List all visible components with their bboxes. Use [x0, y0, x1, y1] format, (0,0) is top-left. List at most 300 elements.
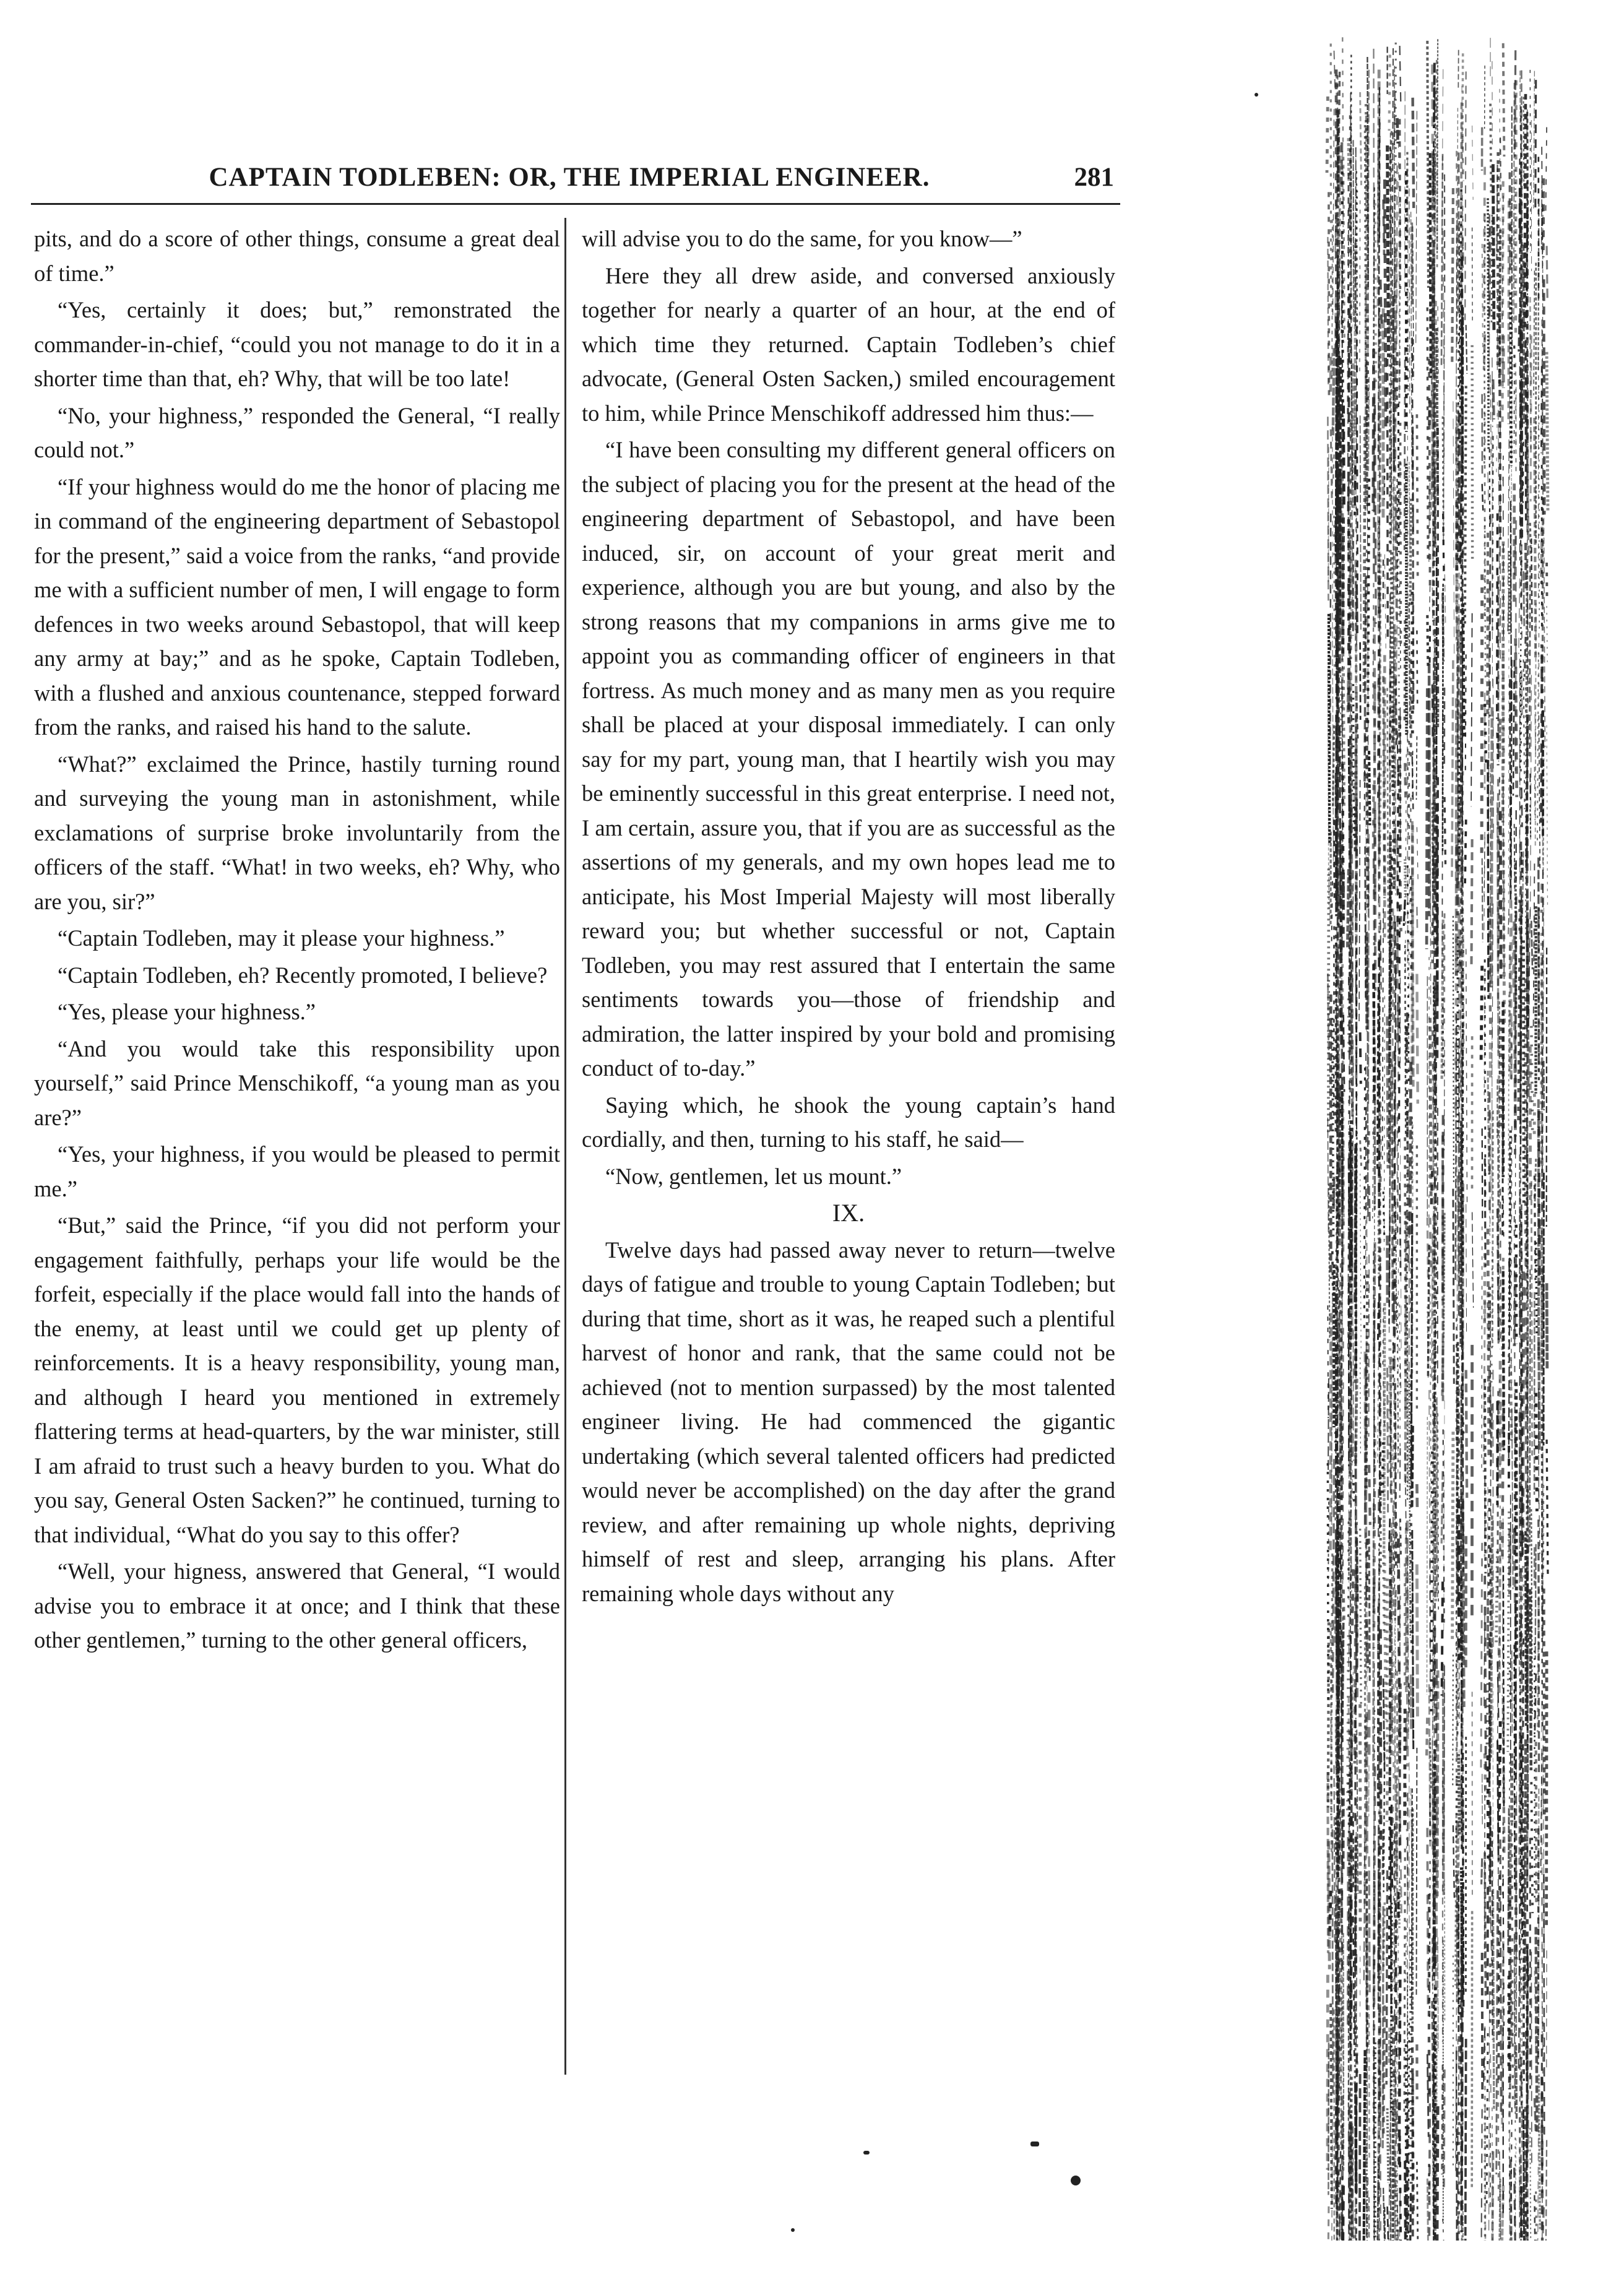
edge-stroke: [1500, 1189, 1501, 1343]
edge-stroke: [1516, 2045, 1517, 2119]
edge-stroke: [1397, 1103, 1398, 1247]
edge-stroke: [1383, 1679, 1384, 1773]
edge-stroke: [1482, 1128, 1483, 1221]
edge-stroke: [1360, 1357, 1361, 1455]
edge-stroke: [1524, 637, 1526, 677]
edge-stroke: [1400, 1364, 1401, 1392]
edge-stroke: [1405, 945, 1406, 1135]
edge-stroke: [1444, 2070, 1445, 2190]
edge-stroke: [1390, 770, 1391, 852]
edge-stroke: [1485, 1576, 1486, 1771]
edge-stroke: [1410, 2193, 1411, 2241]
scan-speck: [1071, 2176, 1081, 2185]
edge-stroke: [1373, 1503, 1374, 1776]
edge-stroke: [1436, 803, 1437, 1004]
edge-stroke: [1482, 484, 1484, 511]
edge-stroke: [1530, 1589, 1531, 1771]
edge-stroke: [1488, 1071, 1489, 1175]
edge-stroke: [1510, 1142, 1511, 1224]
edge-stroke: [1536, 1242, 1537, 1334]
edge-stroke: [1407, 160, 1408, 391]
edge-stroke: [1330, 514, 1331, 766]
edge-stroke: [1508, 995, 1509, 1198]
edge-stroke: [1350, 1135, 1351, 1266]
page-number: 281: [1074, 163, 1114, 192]
paragraph: “Yes, please your highness.”: [58, 999, 316, 1024]
edge-stroke: [1328, 974, 1329, 1060]
edge-stroke: [1393, 1923, 1394, 1989]
edge-stroke: [1356, 2054, 1357, 2177]
edge-stroke: [1366, 1913, 1367, 2077]
edge-stroke: [1328, 868, 1329, 1135]
edge-stroke: [1409, 868, 1410, 904]
edge-stroke: [1400, 1519, 1401, 1556]
edge-stroke: [1547, 352, 1548, 512]
edge-stroke: [1393, 1279, 1394, 1334]
paragraph: Here they all drew aside, and conversed anxiously together for nearly a quarter of an hour, at the end of which time they returned. Captain Todleben’s chief advocate, (General Osten Sacken,) smiled encouragement to him, while Prince Menschikoff addressed him thus:—: [582, 262, 1115, 426]
edge-stroke: [1523, 1271, 1524, 1542]
edge-stroke: [1531, 1782, 1532, 1913]
edge-stroke: [1411, 1675, 1412, 1731]
edge-stroke: [1332, 426, 1333, 608]
page-header: [164, 162, 1120, 202]
edge-stroke: [1457, 1136, 1458, 1333]
edge-stroke: [1389, 54, 1390, 131]
edge-stroke: [1514, 824, 1515, 889]
edge-stroke: [1379, 1669, 1380, 1702]
edge-stroke: [1394, 92, 1395, 145]
edge-stroke: [1484, 972, 1485, 1097]
edge-stroke: [1409, 1380, 1410, 1638]
edge-stroke: [1339, 1290, 1341, 1466]
edge-stroke: [1466, 1370, 1467, 1498]
edge-stroke: [1432, 803, 1433, 892]
edge-stroke: [1441, 1471, 1443, 1544]
paragraph: “Captain Todleben, eh? Recently promoted, I believe?: [58, 962, 548, 988]
edge-stroke: [1406, 754, 1407, 975]
left-column: [34, 222, 560, 1660]
edge-stroke: [1378, 1349, 1379, 1465]
edge-stroke: [1482, 244, 1483, 354]
edge-stroke: [1327, 97, 1328, 173]
edge-stroke: [1497, 1551, 1498, 1643]
edge-stroke: [1519, 579, 1520, 654]
edge-stroke: [1383, 1555, 1384, 1632]
edge-stroke: [1400, 1305, 1401, 1459]
edge-stroke: [1465, 386, 1466, 625]
edge-stroke: [1519, 1192, 1520, 1400]
paragraph: “But,” said the Prince, “if you did not perform your engagement faithfully, perhaps your life would be the forfeit, especially if the place would fall into the hands of the enemy, at least until we could get up plenty of reinforcements. It is a heavy responsibility, young man, and although I heard you mentioned in extremely flattering terms at head-quarters, by the war minister, still I am afraid to trust such a heavy burden to you. What do you say, General Osten Sacken?” he continued, turning to that individual, “What do you say to this offer?: [34, 1212, 560, 1547]
edge-stroke: [1409, 602, 1410, 728]
edge-stroke: [1354, 1916, 1355, 2057]
edge-stroke: [1334, 51, 1336, 88]
section-numeral: IX.: [832, 1199, 865, 1227]
scan-speck: [791, 2228, 795, 2232]
edge-stroke: [1530, 2128, 1531, 2241]
edge-stroke: [1521, 788, 1522, 828]
edge-stroke: [1405, 763, 1406, 798]
edge-stroke: [1492, 358, 1493, 428]
edge-stroke: [1356, 560, 1357, 697]
edge-stroke: [1351, 983, 1352, 1117]
edge-stroke: [1374, 49, 1375, 313]
edge-stroke: [1489, 1995, 1490, 2231]
edge-stroke: [1400, 584, 1401, 672]
edge-stroke: [1529, 566, 1530, 756]
edge-stroke: [1333, 348, 1334, 436]
paragraph: Saying which, he shook the young captain’s hand cordially, and then, turning to his staff, he said—: [582, 1092, 1115, 1152]
edge-stroke: [1384, 555, 1386, 649]
edge-stroke: [1462, 307, 1463, 486]
edge-stroke: [1412, 1125, 1413, 1374]
edge-stroke: [1352, 697, 1353, 792]
edge-stroke: [1472, 126, 1474, 200]
edge-stroke: [1399, 1882, 1400, 1929]
edge-stroke: [1514, 345, 1515, 374]
edge-stroke: [1341, 142, 1342, 195]
edge-stroke: [1384, 179, 1386, 428]
edge-stroke: [1398, 132, 1399, 392]
edge-stroke: [1405, 620, 1406, 722]
edge-stroke: [1500, 1520, 1501, 1696]
edge-stroke: [1535, 1674, 1536, 1737]
scan-speck: [863, 2151, 870, 2155]
edge-stroke: [1487, 2033, 1488, 2205]
edge-stroke: [1388, 2206, 1389, 2241]
edge-stroke: [1521, 446, 1522, 639]
edge-stroke: [1484, 837, 1485, 933]
edge-stroke: [1404, 347, 1405, 550]
paragraph: “Yes, certainly it does; but,” remonstrated the commander-in-chief, “could you not manage to do it in a shorter time than that, eh? Why, that will be too late!: [34, 297, 560, 391]
paragraph: “And you would take this responsibility upon yourself,” said Prince Menschikoff, “a young man as you are?”: [34, 1035, 560, 1130]
edge-stroke: [1332, 1830, 1333, 2097]
edge-stroke: [1488, 1229, 1489, 1460]
paragraph: “I have been consulting my different general officers on the subject of placing you for the present at the head of the engineering department of Sebastopol, and have been induced, sir, on account of your great merit and experience, although you are but young, and also by the strong reasons that my companions in arms give me to appoint you as commanding officer of engineers in that fortress. As much money and as many men as you require shall be placed at your disposal immediately. I can only say for my part, young man, that I heartily wish you may be eminently successful in this great enterprise. I need not, I am certain, assure you, that if you are as successful as the assertions of my generals, and my own hopes lead me to anticipate, his Most Imperial Majesty will most liberally reward you; but whether successful or not, Captain Todleben, you may rest assured that I entertain the same sentiments towards you—those of friendship and admiration, the latter inspired by your bold and promising conduct of to-day.”: [582, 437, 1115, 1081]
edge-stroke: [1514, 1934, 1515, 2109]
edge-stroke: [1369, 751, 1370, 825]
edge-stroke: [1432, 1938, 1433, 1986]
edge-stroke: [1503, 43, 1505, 157]
edge-stroke: [1349, 293, 1350, 514]
edge-stroke: [1465, 819, 1466, 886]
edge-stroke: [1456, 1014, 1457, 1280]
edge-stroke: [1388, 2108, 1389, 2183]
edge-stroke: [1471, 613, 1472, 807]
edge-stroke: [1515, 50, 1516, 157]
edge-stroke: [1360, 92, 1362, 185]
edge-stroke: [1392, 1805, 1393, 1891]
edge-stroke: [1350, 93, 1351, 353]
edge-stroke: [1430, 738, 1431, 1005]
edge-stroke: [1397, 2193, 1399, 2241]
edge-stroke: [1430, 1286, 1432, 1544]
edge-stroke: [1538, 2124, 1539, 2241]
edge-stroke: [1333, 454, 1334, 483]
edge-stroke: [1536, 1742, 1537, 1906]
edge-stroke: [1531, 1951, 1532, 2167]
edge-stroke: [1411, 1601, 1412, 1660]
edge-stroke: [1352, 2124, 1353, 2241]
edge-stroke: [1490, 1905, 1492, 1961]
edge-stroke: [1534, 863, 1535, 1027]
edge-stroke: [1530, 297, 1531, 449]
running-head: CAPTAIN TODLEBEN: OR, THE IMPERIAL ENGINEER.: [209, 163, 930, 192]
edge-stroke: [1369, 1531, 1370, 1683]
edge-stroke: [1365, 577, 1366, 784]
edge-stroke: [1367, 2177, 1368, 2241]
edge-stroke: [1437, 1670, 1438, 1896]
right-column: [582, 222, 1115, 1613]
edge-stroke: [1512, 1823, 1513, 2104]
edge-stroke: [1400, 2136, 1401, 2241]
edge-stroke: [1527, 1645, 1528, 1830]
edge-stroke: [1347, 869, 1349, 947]
edge-stroke: [1441, 154, 1443, 366]
edge-stroke: [1488, 1489, 1489, 1600]
paragraph: “If your highness would do me the honor of placing me in command of the engineering department of Sebastopol for the present,” said a voice from the ranks, “and provide me with a sufficient number of men, I will engage to form defences in two weeks around Sebastopol, that will keep any army at bay;” and as he spoke, Captain Todleben, with a flushed and anxious countenance, stepped forward from the ranks, and raised his hand to the salute.: [34, 473, 560, 740]
edge-stroke: [1508, 631, 1509, 904]
edge-stroke: [1493, 164, 1494, 332]
edge-stroke: [1503, 1188, 1504, 1237]
edge-stroke: [1431, 1451, 1432, 1718]
edge-stroke: [1384, 1555, 1385, 1720]
edge-stroke: [1472, 1212, 1474, 1308]
edge-stroke: [1472, 345, 1473, 561]
edge-stroke: [1428, 1245, 1429, 1377]
edge-stroke: [1492, 436, 1493, 631]
edge-stroke: [1405, 859, 1406, 897]
edge-stroke: [1328, 2206, 1329, 2241]
edge-stroke: [1430, 1018, 1432, 1198]
column-divider: [564, 218, 566, 2075]
edge-stroke: [1409, 462, 1410, 550]
edge-stroke: [1427, 1828, 1428, 2006]
edge-stroke: [1430, 1218, 1432, 1276]
edge-stroke: [1534, 2195, 1535, 2241]
edge-stroke: [1400, 1817, 1401, 1913]
edge-stroke: [1331, 2003, 1332, 2209]
edge-stroke: [1484, 2028, 1485, 2082]
edge-stroke: [1453, 1825, 1454, 1898]
scan-speck: [1255, 93, 1258, 97]
edge-stroke: [1452, 660, 1453, 877]
edge-stroke: [1369, 1186, 1370, 1224]
edge-stroke: [1482, 1774, 1483, 1824]
edge-stroke: [1410, 499, 1411, 605]
edge-stroke: [1383, 676, 1384, 898]
edge-stroke: [1452, 188, 1453, 362]
edge-stroke: [1407, 702, 1408, 972]
edge-stroke: [1498, 1740, 1499, 1861]
edge-stroke: [1400, 46, 1401, 102]
edge-stroke: [1490, 2054, 1491, 2096]
edge-stroke: [1393, 296, 1394, 471]
edge-stroke: [1521, 1976, 1522, 2132]
edge-stroke: [1334, 1765, 1335, 1942]
edge-stroke: [1465, 72, 1466, 321]
paragraph: “What?” exclaimed the Prince, hastily turning round and surveying the young man in astonishment, while exclamations of surprise broke involuntarily from the officers of the staff. “What! in two weeks, eh? Why, who are you, sir?”: [34, 751, 560, 914]
edge-stroke: [1534, 71, 1535, 209]
edge-stroke: [1359, 780, 1360, 1022]
edge-stroke: [1364, 2050, 1365, 2241]
edge-stroke: [1374, 1300, 1375, 1529]
paragraph: “Now, gentlemen, let us mount.”: [605, 1163, 902, 1189]
edge-stroke: [1481, 966, 1482, 1061]
edge-stroke: [1539, 715, 1540, 871]
edge-stroke: [1490, 374, 1491, 464]
edge-stroke: [1344, 157, 1345, 342]
edge-stroke: [1360, 1032, 1361, 1084]
edge-stroke: [1360, 642, 1361, 720]
edge-stroke: [1356, 799, 1357, 1083]
edge-stroke: [1369, 2005, 1370, 2158]
edge-stroke: [1400, 1183, 1401, 1276]
edge-stroke: [1530, 774, 1531, 800]
edge-stroke: [1539, 2075, 1540, 2230]
edge-stroke: [1466, 1204, 1467, 1338]
edge-stroke: [1466, 949, 1467, 1203]
edge-stroke: [1395, 1584, 1396, 1677]
edge-stroke: [1521, 2072, 1522, 2151]
edge-stroke: [1481, 1543, 1482, 1773]
edge-stroke: [1530, 70, 1531, 253]
edge-stroke: [1459, 784, 1460, 1030]
edge-stroke: [1500, 1839, 1501, 2113]
edge-stroke: [1442, 2065, 1443, 2174]
edge-stroke: [1513, 660, 1514, 795]
edge-stroke: [1352, 1569, 1354, 1634]
edge-stroke: [1397, 731, 1399, 787]
edge-stroke: [1383, 909, 1384, 1160]
edge-stroke: [1427, 1417, 1428, 1694]
header-rule: [31, 203, 1120, 205]
edge-stroke: [1445, 797, 1446, 865]
edge-stroke: [1409, 188, 1410, 413]
edge-stroke: [1380, 1303, 1381, 1506]
edge-stroke: [1397, 118, 1398, 144]
edge-stroke: [1466, 325, 1467, 374]
edge-stroke: [1360, 1173, 1362, 1356]
edge-stroke: [1396, 352, 1397, 413]
edge-stroke: [1514, 2167, 1515, 2241]
edge-stroke: [1417, 827, 1418, 884]
edge-stroke: [1427, 615, 1428, 668]
paragraph: “Captain Todleben, may it please your highness.”: [58, 925, 505, 951]
edge-stroke: [1400, 1448, 1401, 1498]
edge-stroke: [1524, 1566, 1525, 1606]
edge-stroke: [1398, 1258, 1399, 1478]
edge-stroke: [1350, 1981, 1351, 2075]
edge-stroke: [1531, 921, 1532, 970]
edge-stroke: [1413, 98, 1414, 208]
edge-stroke: [1442, 1581, 1443, 1695]
edge-stroke: [1355, 1144, 1356, 1306]
edge-stroke: [1435, 981, 1436, 1113]
paragraph: pits, and do a score of other things, consume a great deal of time.”: [34, 226, 560, 286]
edge-stroke: [1459, 413, 1460, 563]
edge-stroke: [1366, 2146, 1367, 2241]
edge-stroke: [1521, 670, 1522, 717]
edge-stroke: [1410, 798, 1411, 829]
edge-stroke: [1375, 405, 1376, 623]
edge-stroke: [1328, 1378, 1329, 1471]
edge-stroke: [1332, 613, 1334, 866]
edge-stroke: [1490, 104, 1491, 194]
edge-stroke: [1365, 273, 1366, 511]
edge-stroke: [1374, 1576, 1375, 1613]
edge-stroke: [1546, 2140, 1547, 2241]
edge-stroke: [1503, 477, 1504, 646]
edge-stroke: [1541, 366, 1542, 453]
edge-stroke: [1497, 402, 1498, 472]
edge-stroke: [1364, 1068, 1365, 1333]
edge-stroke: [1520, 678, 1521, 935]
edge-stroke: [1546, 127, 1547, 215]
edge-stroke: [1365, 847, 1366, 998]
edge-stroke: [1492, 2107, 1493, 2241]
edge-stroke: [1493, 1889, 1494, 2109]
paragraph: “Yes, your highness, if you would be pleased to permit me.”: [34, 1141, 560, 1201]
edge-stroke: [1508, 909, 1509, 935]
edge-stroke: [1379, 300, 1380, 370]
edge-stroke: [1393, 1651, 1394, 1906]
edge-stroke: [1369, 1465, 1370, 1525]
edge-stroke: [1521, 1592, 1522, 1683]
edge-stroke: [1503, 776, 1505, 979]
edge-stroke: [1397, 1003, 1399, 1045]
edge-stroke: [1395, 1826, 1396, 1992]
edge-stroke: [1338, 833, 1339, 876]
edge-stroke: [1531, 1026, 1532, 1136]
edge-stroke: [1383, 2188, 1384, 2241]
edge-stroke: [1497, 165, 1498, 261]
edge-stroke: [1459, 2036, 1460, 2070]
edge-stroke: [1410, 1258, 1411, 1313]
edge-stroke: [1503, 654, 1504, 767]
edge-stroke: [1510, 679, 1511, 902]
edge-stroke: [1526, 559, 1527, 715]
edge-stroke: [1453, 916, 1454, 1185]
edge-stroke: [1525, 94, 1526, 327]
edge-stroke: [1543, 498, 1544, 682]
paragraph: will advise you to do the same, for you know—”: [582, 226, 1022, 251]
edge-stroke: [1510, 1663, 1511, 1708]
paragraph: “Well, your higness, answered that General, “I would advise you to embrace it at once; and I think that these other gentlemen,” turning to the other general officers,: [34, 1558, 560, 1653]
edge-stroke: [1524, 660, 1525, 810]
edge-stroke: [1427, 308, 1428, 561]
edge-stroke: [1355, 1837, 1356, 1971]
edge-stroke: [1429, 2073, 1430, 2241]
edge-stroke: [1344, 1015, 1345, 1092]
edge-stroke: [1407, 712, 1408, 840]
edge-stroke: [1333, 1459, 1334, 1693]
edge-stroke: [1432, 685, 1433, 738]
edge-stroke: [1512, 1408, 1513, 1589]
edge-stroke: [1512, 1651, 1513, 1734]
edge-stroke: [1369, 1856, 1370, 1992]
edge-stroke: [1331, 430, 1332, 503]
edge-stroke: [1355, 147, 1356, 332]
edge-stroke: [1535, 80, 1536, 213]
edge-stroke: [1472, 228, 1473, 323]
edge-stroke: [1487, 533, 1488, 717]
edge-stroke: [1497, 1890, 1498, 2174]
edge-stroke: [1360, 415, 1361, 629]
edge-stroke: [1453, 1189, 1454, 1384]
edge-stroke: [1487, 1683, 1488, 1744]
edge-stroke: [1333, 109, 1334, 319]
edge-stroke: [1386, 1870, 1387, 2085]
